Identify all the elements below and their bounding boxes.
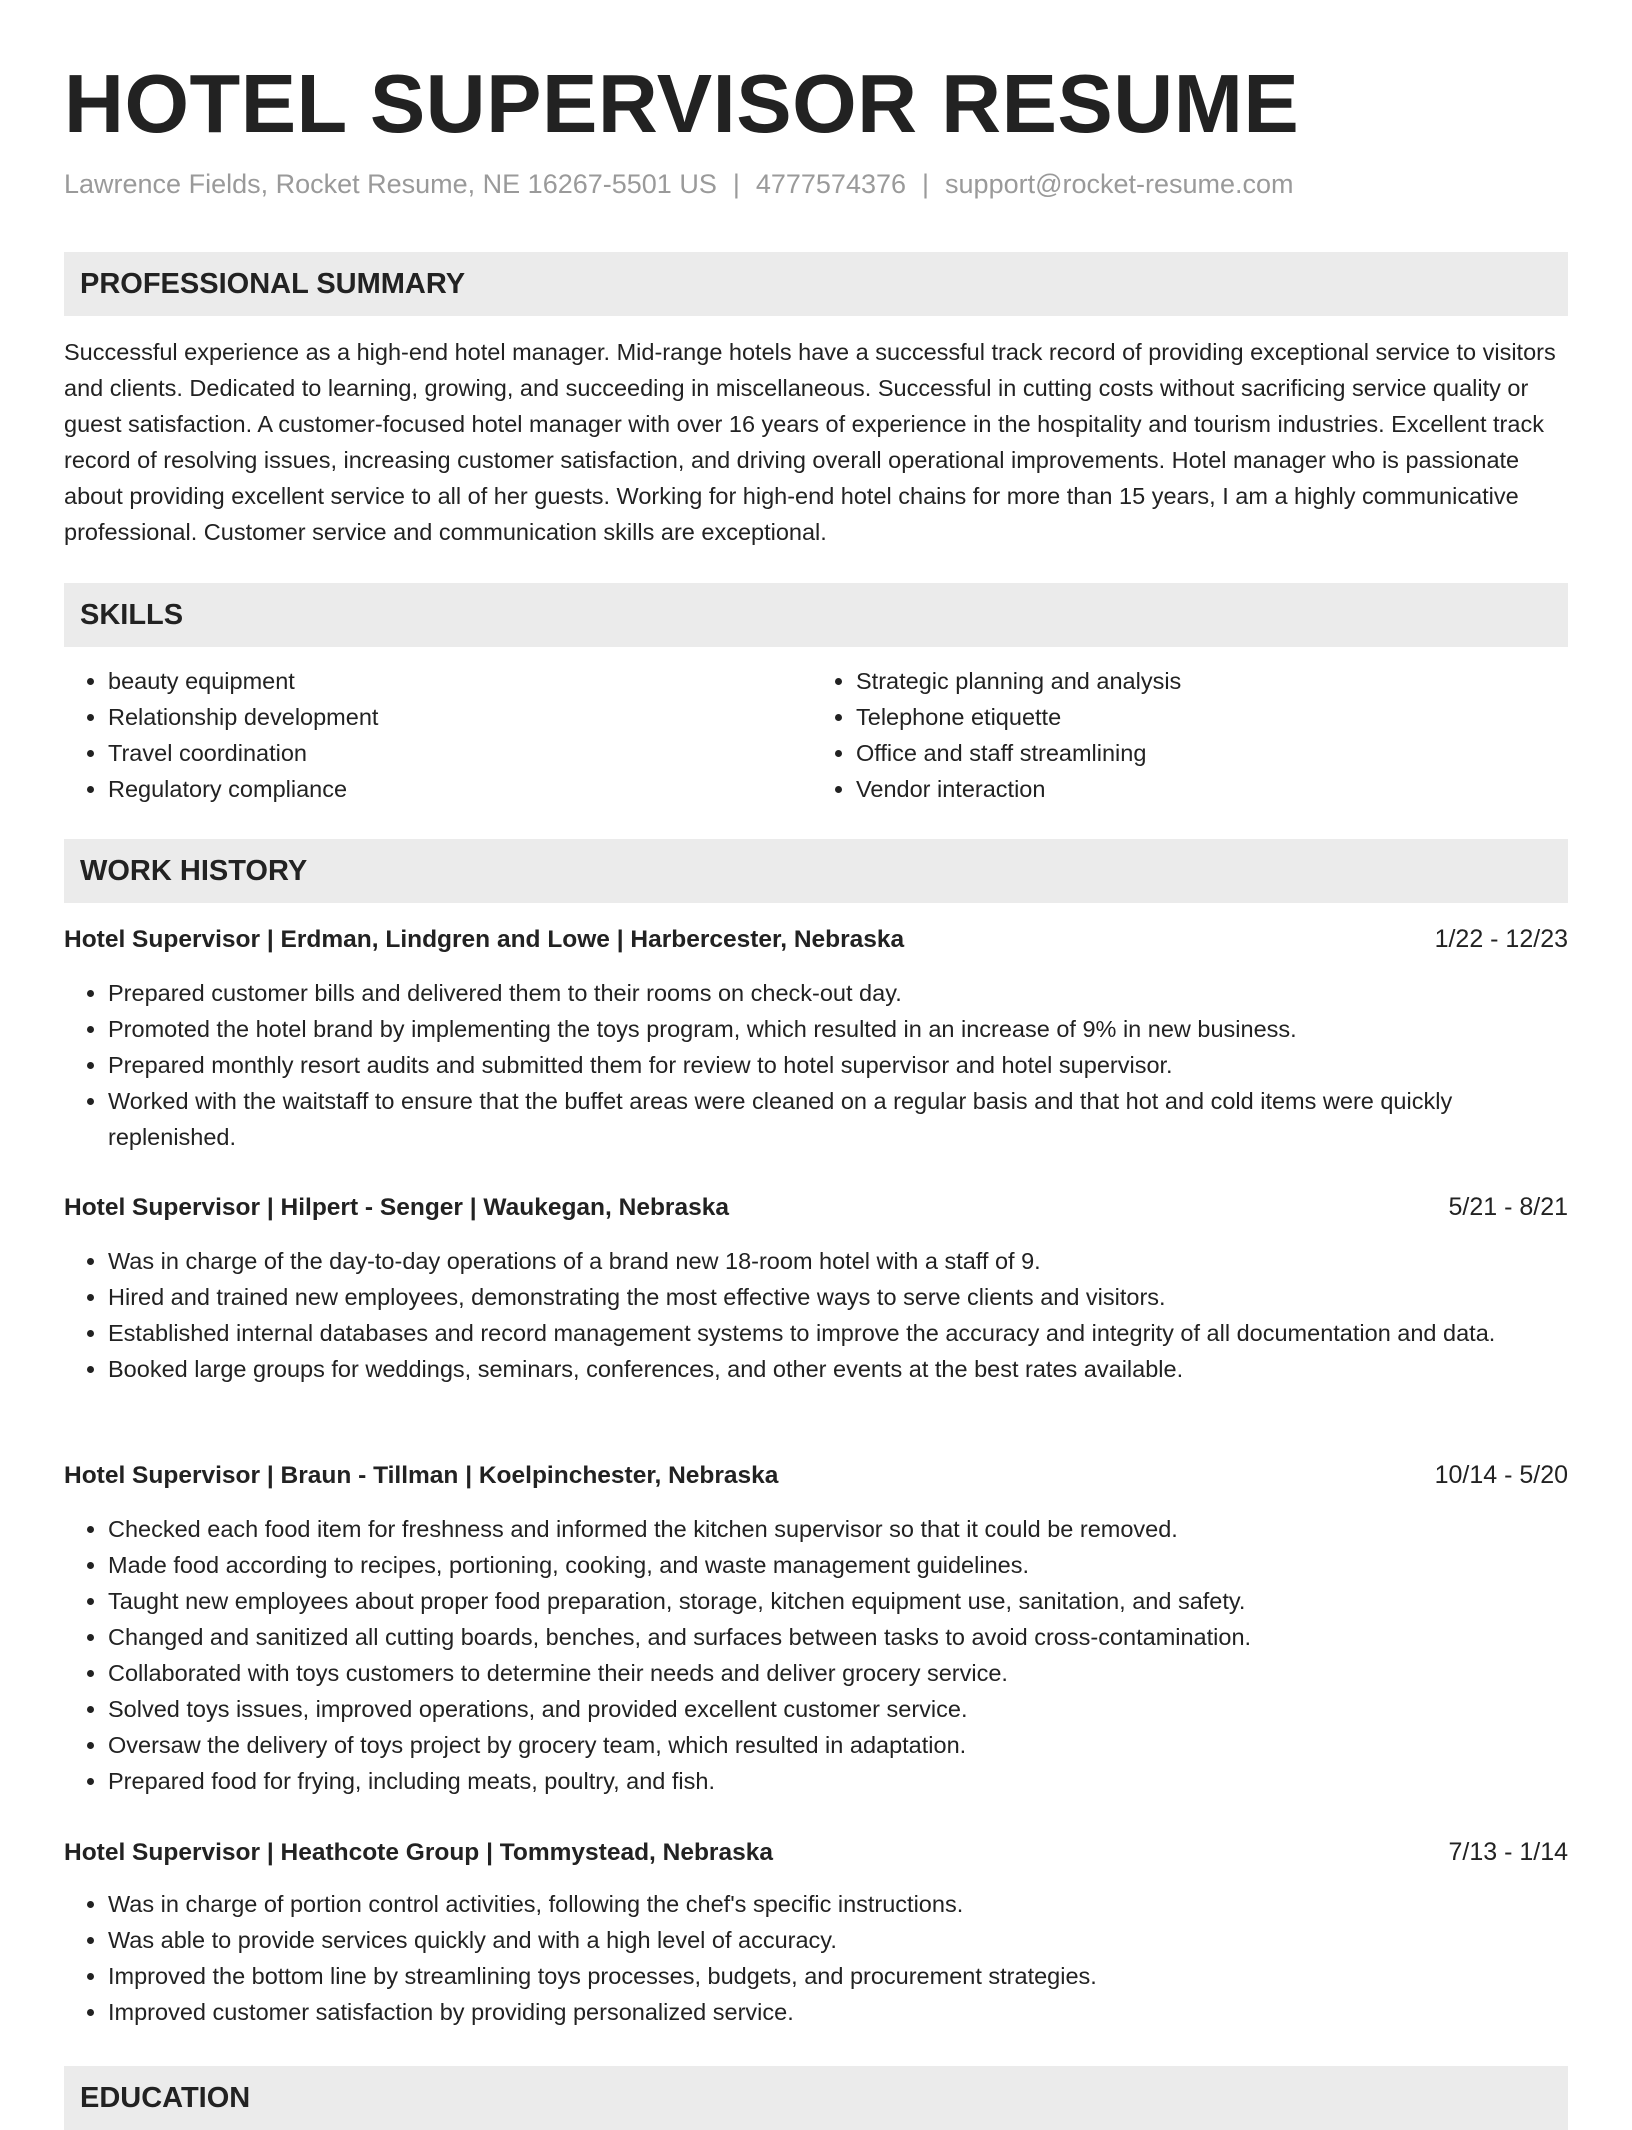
summary-paragraph: Successful experience as a high-end hotel manager. Mid-range hotels have a successful track record of providing exceptional service to visitors and clients. Dedicated to learning, growing, and succeeding in miscellaneous. Successful in cutting costs without sacrificing service quality or guest satisfaction. A customer-focused hotel manager with over 16 years of experience in the hospitality and tourism industries. Excellent track record of resolving issues, increasing customer satisfaction, and driving overall operational improvements. Hotel manager who is passionate about providing excellent service to all of her guests. Working for high-end hotel chains for more than 15 years, I am a highly communicative professional. Customer service and communication skills are exceptional. (64, 339, 1556, 545)
section-header-skills (64, 583, 1568, 647)
job-bullet: • Made food according to recipes, portioning, cooking, and waste management guidelines. (108, 1547, 1568, 1583)
skill-item: • Vendor interaction (856, 771, 1548, 807)
section-header-education (64, 2066, 1568, 2130)
job-title: Hotel Supervisor | Erdman, Lindgren and Lowe | Harbercester, Nebraska (64, 926, 905, 953)
skills-column-right (806, 663, 1548, 807)
section-header-work-history (64, 839, 1568, 903)
job-entry (64, 1834, 1568, 2030)
job-header (64, 1457, 1568, 1493)
contact-separator: | (732, 169, 740, 199)
contact-email: support@rocket-resume.com (945, 169, 1294, 199)
job-bullet: • Established internal databases and record management systems to improve the accuracy and integrity of all documentation and data. (108, 1315, 1568, 1351)
skill-item: • Regulatory compliance (108, 771, 806, 807)
skill-item: • Telephone etiquette (856, 699, 1548, 735)
contact-line (64, 166, 1294, 202)
contact-separator: | (922, 169, 930, 199)
job-header (64, 1189, 1568, 1225)
skill-item: • Strategic planning and analysis (856, 663, 1548, 699)
job-bullet: • Prepared customer bills and delivered them to their rooms on check-out day. (108, 975, 1568, 1011)
job-header (64, 921, 1568, 957)
job-bullets (64, 1511, 1568, 1799)
skill-item: • Relationship development (108, 699, 806, 735)
job-bullet: • Collaborated with toys customers to determine their needs and deliver grocery service. (108, 1655, 1568, 1691)
contact-address: Lawrence Fields, Rocket Resume, NE 16267-5501 US (64, 169, 717, 199)
skill-item: • beauty equipment (108, 663, 806, 699)
job-entry (64, 1189, 1568, 1387)
section-heading: PROFESSIONAL SUMMARY (80, 268, 466, 300)
job-bullet: • Checked each food item for freshness and informed the kitchen supervisor so that it could be removed. (108, 1511, 1568, 1547)
section-heading: SKILLS (80, 599, 184, 631)
job-bullet: • Improved customer satisfaction by providing personalized service. (108, 1994, 1568, 2030)
job-title: Hotel Supervisor | Heathcote Group | Tommystead, Nebraska (64, 1839, 773, 1866)
job-bullet: • Was in charge of the day-to-day operations of a brand new 18-room hotel with a staff of 9. (108, 1243, 1568, 1279)
job-bullets (64, 1243, 1568, 1387)
job-bullet: • Promoted the hotel brand by implementing the toys program, which resulted in an increase of 9% in new business. (108, 1011, 1568, 1047)
job-dates: 5/21 - 8/21 (1448, 1193, 1568, 1221)
job-title: Hotel Supervisor | Braun - Tillman | Koelpinchester, Nebraska (64, 1462, 779, 1489)
job-bullet: • Improved the bottom line by streamlining toys processes, budgets, and procurement strategies. (108, 1958, 1568, 1994)
section-heading: EDUCATION (80, 2082, 251, 2114)
skills-column-left (64, 663, 806, 807)
job-entry (64, 921, 1568, 1155)
job-bullets (64, 1886, 1568, 2030)
job-bullet: • Prepared food for frying, including meats, poultry, and fish. (108, 1763, 1568, 1799)
job-bullet: • Prepared monthly resort audits and submitted them for review to hotel supervisor and hotel supervisor. (108, 1047, 1568, 1083)
job-bullet: • Was in charge of portion control activities, following the chef's specific instructions. (108, 1886, 1568, 1922)
job-bullet: • Oversaw the delivery of toys project by grocery team, which resulted in adaptation. (108, 1727, 1568, 1763)
job-dates: 7/13 - 1/14 (1448, 1838, 1568, 1866)
job-entry (64, 1457, 1568, 1799)
section-header-summary (64, 252, 1568, 316)
job-bullet: • Booked large groups for weddings, seminars, conferences, and other events at the best rates available. (108, 1351, 1568, 1387)
job-header (64, 1834, 1568, 1870)
job-dates: 10/14 - 5/20 (1434, 1461, 1568, 1489)
skill-item: • Travel coordination (108, 735, 806, 771)
job-bullet: • Hired and trained new employees, demonstrating the most effective ways to serve clients and visitors. (108, 1279, 1568, 1315)
job-bullet: • Worked with the waitstaff to ensure that the buffet areas were cleaned on a regular basis and that hot and cold items were quickly replenished. (108, 1083, 1568, 1155)
skills-list (64, 663, 1568, 807)
job-bullet: • Changed and sanitized all cutting boards, benches, and surfaces between tasks to avoid cross-contamination. (108, 1619, 1568, 1655)
page-title: HOTEL SUPERVISOR RESUME (64, 57, 1300, 150)
job-bullet: • Was able to provide services quickly and with a high level of accuracy. (108, 1922, 1568, 1958)
job-bullets (64, 975, 1568, 1155)
skill-item: • Office and staff streamlining (856, 735, 1548, 771)
section-heading: WORK HISTORY (80, 855, 308, 887)
job-dates: 1/22 - 12/23 (1434, 925, 1568, 953)
job-title: Hotel Supervisor | Hilpert - Senger | Waukegan, Nebraska (64, 1194, 729, 1221)
contact-phone: 4777574376 (755, 169, 907, 199)
job-bullet: • Taught new employees about proper food preparation, storage, kitchen equipment use, sanitation, and safety. (108, 1583, 1568, 1619)
job-bullet: • Solved toys issues, improved operations, and provided excellent customer service. (108, 1691, 1568, 1727)
